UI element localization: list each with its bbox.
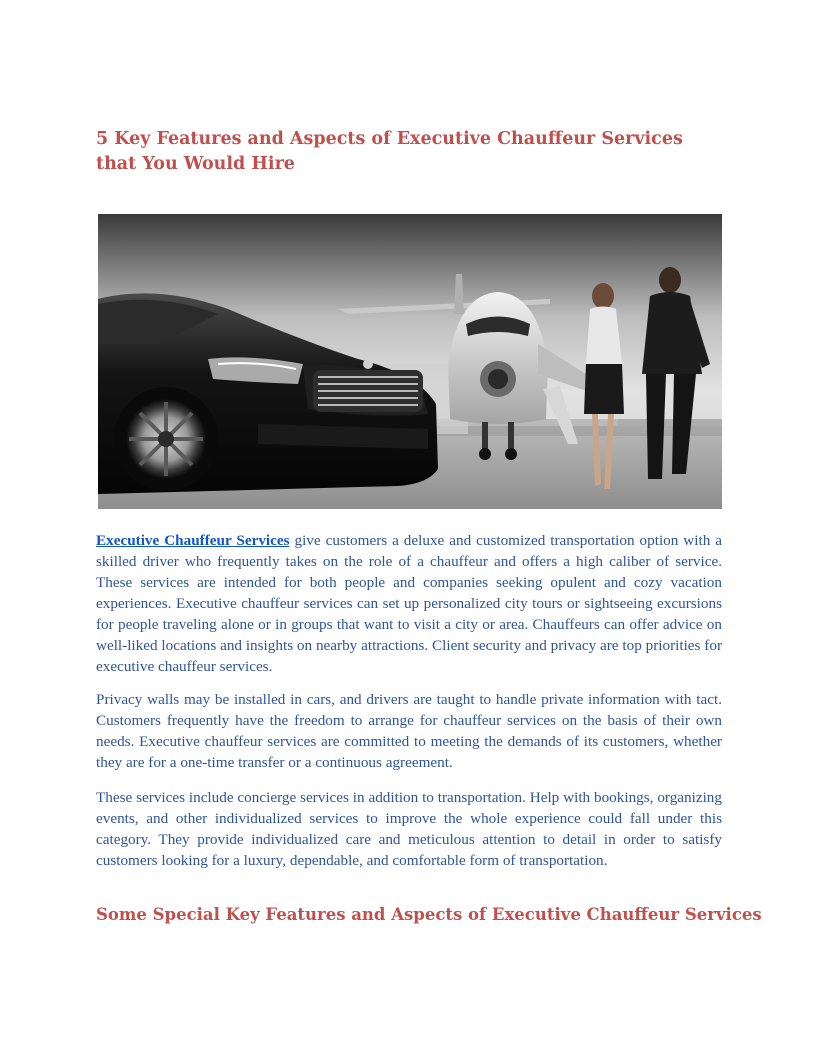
- concierge-paragraph: These services include concierge services in addition to transportation. Help with bookings, organizing events, and other individualized services to improve the whole experience could fall under this category. They provide individualized care and meticulous attention to detail in order to satisfy customers looking for a luxury, dependable, and comfortable form of transportation.: [96, 789, 722, 869]
- section-heading: Some Special Key Features and Aspects of Executive Chauffeur Services: [96, 905, 762, 924]
- intro-paragraph: [96, 530, 722, 677]
- hero-image: [98, 214, 722, 509]
- page-title: 5 Key Features and Aspects of Executive Chauffeur Services that You Would Hire: [96, 129, 683, 174]
- privacy-paragraph: Privacy walls may be installed in cars, and drivers are taught to handle private information with tact. Customers frequently have the freedom to arrange for chauffeur services on the basis of their own needs. Executive chauffeur services are committed to meeting the demands of its customers, whether they are for a one-time transfer or a continuous agreement.: [96, 691, 722, 771]
- executive-chauffeur-services-link[interactable]: Executive Chauffeur Services: [96, 532, 290, 549]
- intro-paragraph-text: give customers a deluxe and customized transportation option with a skilled driver who frequently takes on the role of a chauffeur and offers a high caliber of service. These services are intended for both people and companies seeking opulent and cozy vacation experiences. Executive chauffeur services can set up personalized city tours or sightseeing excursions for people traveling alone or in groups that want to visit a city or area. Chauffeurs can offer advice on well-liked locations and insights on nearby attractions. Client security and privacy are top priorities for executive chauffeur services.: [96, 532, 722, 675]
